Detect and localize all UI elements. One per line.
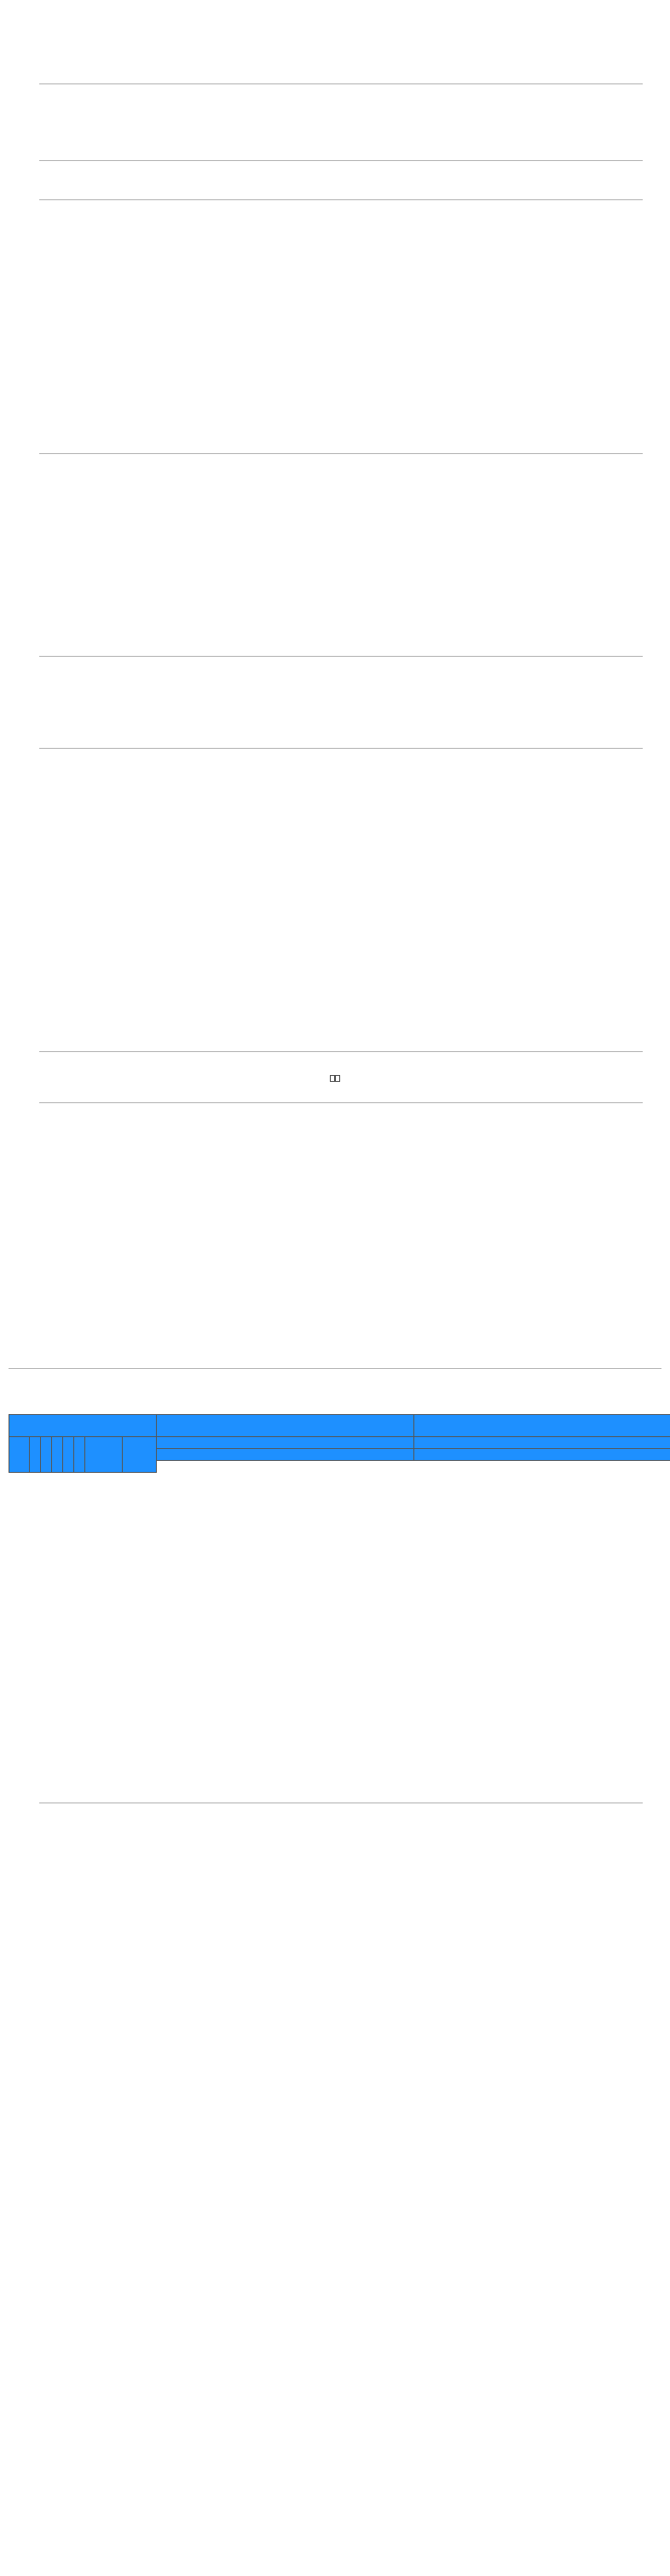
num-sum-10-b <box>157 1449 414 1461</box>
rules-11-header <box>414 1415 670 1437</box>
rules-10-header <box>157 1415 414 1437</box>
cpl-no-header <box>9 1437 30 1473</box>
sum-places-header <box>85 1437 123 1473</box>
divider <box>39 453 643 454</box>
place-skating-header <box>123 1437 157 1473</box>
num-sum-11-b <box>414 1449 670 1461</box>
divider <box>39 83 643 84</box>
dance-jv-header <box>74 1437 85 1473</box>
dance-cc-header <box>30 1437 41 1473</box>
skating-table <box>9 1414 670 1473</box>
divider <box>39 199 643 200</box>
num-sum-11-a <box>414 1437 670 1449</box>
dance-pd-header <box>63 1437 74 1473</box>
divider <box>39 748 643 749</box>
num-sum-10-a <box>157 1437 414 1449</box>
summary-heading <box>0 1070 670 1085</box>
divider <box>39 1051 643 1052</box>
divider <box>39 1102 643 1103</box>
divider <box>9 1368 661 1369</box>
divider <box>39 656 643 657</box>
dance-ru-header <box>52 1437 63 1473</box>
divider <box>39 160 643 161</box>
dance-sa-header <box>41 1437 52 1473</box>
rules-1-9-header <box>9 1415 157 1437</box>
